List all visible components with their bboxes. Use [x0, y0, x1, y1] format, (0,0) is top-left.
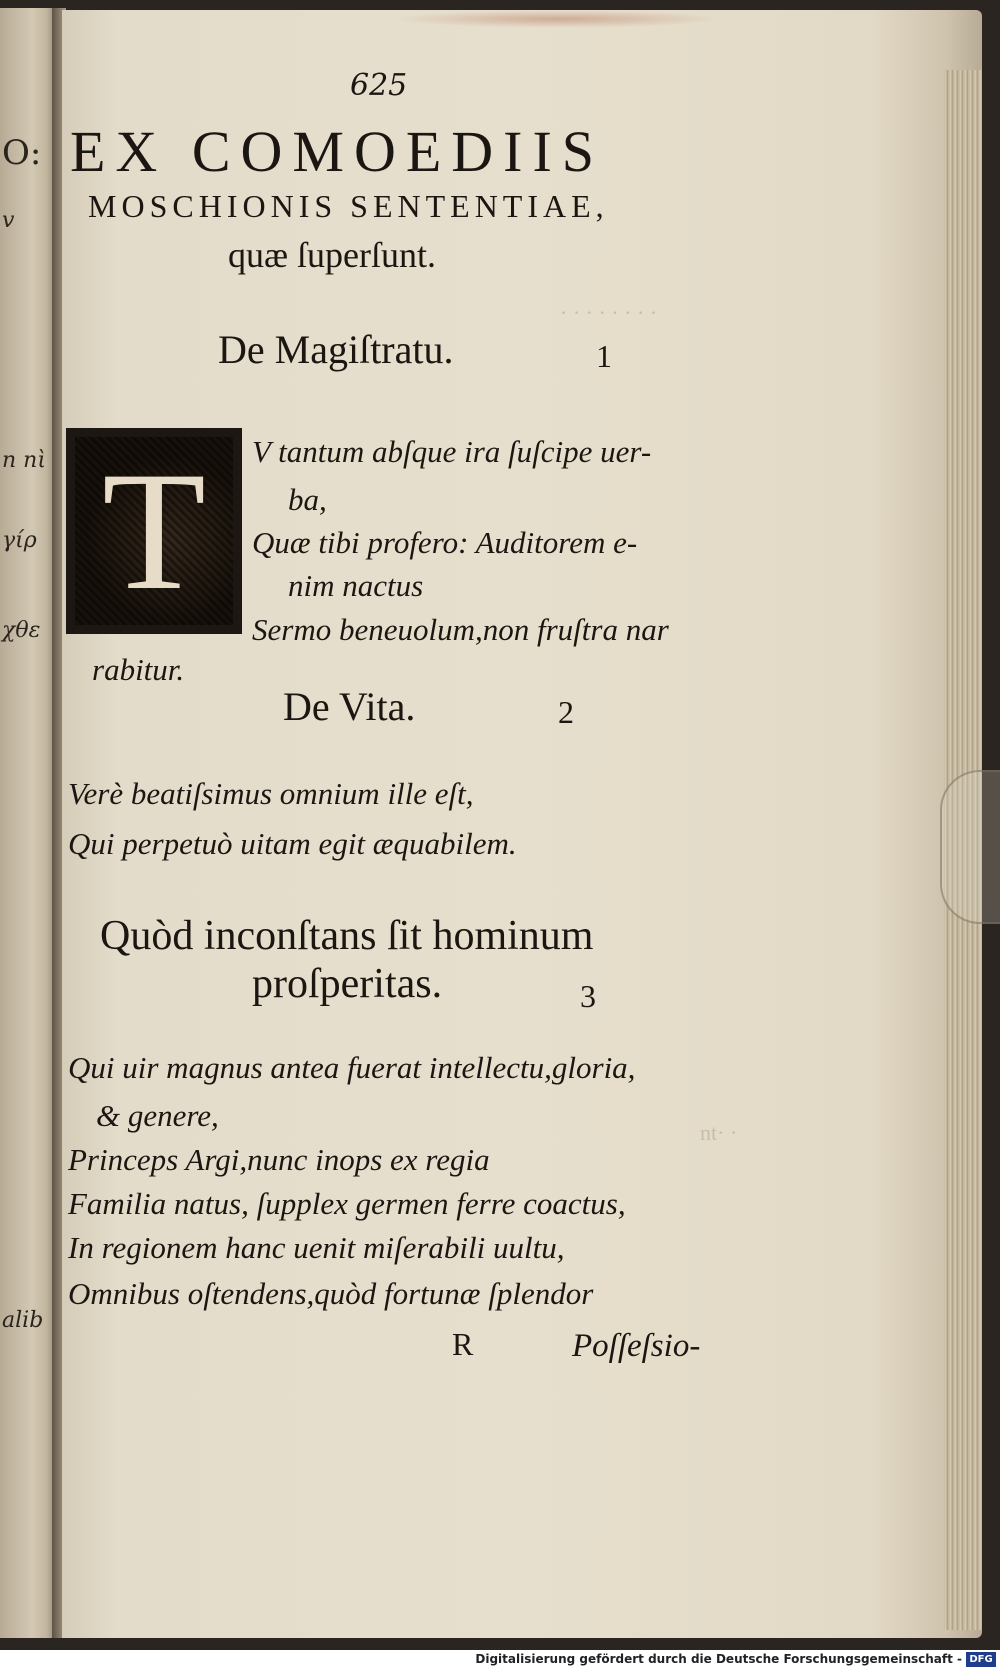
signature-mark: R — [452, 1326, 474, 1362]
verse-line: Qui perpetuò uitam egit æquabilem. — [68, 826, 517, 861]
page-subtitle: MOSCHIONIS SENTENTIAE, — [88, 188, 609, 224]
verse-line: Princeps Argi,nunc inops ex regia — [68, 1142, 490, 1177]
margin-fragment: n nὶ — [2, 448, 46, 473]
section-number: 2 — [558, 694, 574, 730]
verse-line: V tantum abſque ira ſuſcipe uer- — [252, 434, 652, 469]
footer-bar — [0, 1650, 1000, 1670]
verse-line: ba, — [288, 482, 327, 517]
page-title: EX COMOEDIIS — [70, 119, 605, 184]
funding-note: Digitalisierung gefördert durch die Deutsche Forschungsgemeinschaft - — [475, 1652, 962, 1666]
verse-line: Sermo beneuolum,non fruſtra nar — [252, 612, 669, 647]
verse-line: Quæ tibi profero: Auditorem e- — [252, 525, 638, 560]
margin-fragment: v — [2, 208, 15, 233]
verse-line: nim nactus — [288, 568, 424, 603]
margin-fragment: γίρ — [2, 528, 37, 553]
show-through: nt· · — [700, 1120, 738, 1145]
verse-line: rabitur. — [92, 652, 185, 687]
margin-fragment: alib — [2, 1308, 44, 1333]
margin-fragment: O: — [2, 133, 42, 173]
paper-stain — [392, 10, 722, 28]
page-number: 625 — [350, 68, 408, 103]
section-heading: De Magiſtratu. — [218, 327, 454, 372]
verse-line: Verè beatiſsimus omnium ille eſt, — [68, 776, 474, 811]
margin-fragment: χθε — [2, 618, 41, 643]
decorated-initial — [66, 428, 242, 634]
drop-cap-letter: T — [102, 436, 206, 625]
catchword: Poſſeſsio- — [572, 1328, 701, 1364]
section-number: 1 — [596, 338, 612, 374]
section-heading: Quòd inconſtans ſit hominum — [100, 913, 594, 959]
show-through: · · · · · · · · — [560, 300, 658, 325]
section-heading: De Vita. — [283, 684, 416, 729]
verse-line: In regionem hanc uenit miſerabili uultu, — [68, 1230, 565, 1265]
dfg-logo-icon: DFG — [966, 1652, 996, 1667]
section-heading-continued: proſperitas. — [252, 961, 443, 1007]
page-subtitle-line: quæ ſuperſunt. — [228, 235, 436, 275]
section-number: 3 — [580, 978, 596, 1014]
verse-line: Omnibus oſtendens,quòd fortunæ ſplendor — [68, 1276, 594, 1311]
book-page — [62, 10, 982, 1638]
verse-line: & genere, — [96, 1098, 219, 1133]
verse-line: Familia natus, ſupplex germen ferre coactus, — [68, 1186, 626, 1221]
page-clip — [940, 770, 1000, 924]
verse-line: Qui uir magnus antea fuerat intellectu,gloria, — [68, 1050, 636, 1085]
facing-page-edge — [0, 8, 58, 1638]
